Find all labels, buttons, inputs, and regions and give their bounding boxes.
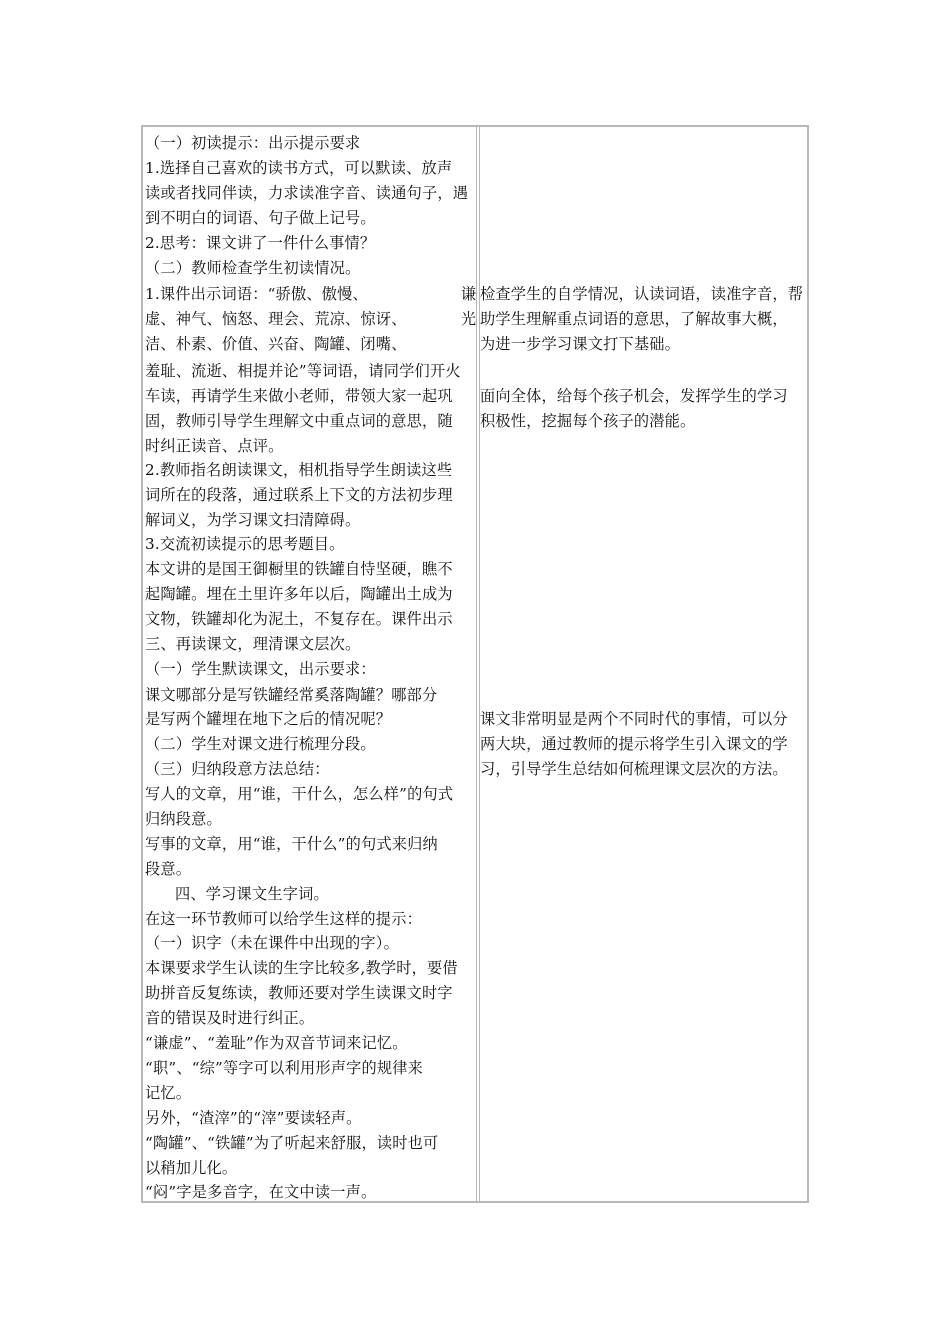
text-line: 2.教师指名朗读课文，相机指导学生朗读这些 xyxy=(145,461,453,479)
design-intent-column xyxy=(480,127,807,1201)
text-line: 记忆。 xyxy=(145,1084,192,1102)
text-line: 助拼音反复练读，教师还要对学生读课文时字 xyxy=(145,984,453,1002)
text-line: 三、再读课文，理清课文层次。 xyxy=(145,635,361,653)
text-line: 写人的文章，用“谁，干什么，怎么样”的句式 xyxy=(145,785,454,803)
text-line: 虚、神气、恼怒、理会、荒凉、惊讶、 xyxy=(145,310,407,328)
text-line: 归纳段意。 xyxy=(145,810,222,828)
text-line: 词所在的段落，通过联系上下文的方法初步理 xyxy=(145,486,453,504)
text-line: “职”、“综”等字可以利用形声字的规律来 xyxy=(145,1059,424,1077)
text-line: 在这一环节教师可以给学生这样的提示： xyxy=(145,910,422,928)
text-line: 本文讲的是国王御橱里的铁罐自恃坚硬，瞧不 xyxy=(145,560,453,578)
note-line: 为进一步学习课文打下基础。 xyxy=(480,335,681,353)
lesson-plan-table xyxy=(141,125,809,1203)
teaching-process-column xyxy=(143,127,477,1201)
note-line: 助学生理解重点词语的意思，了解故事大概， xyxy=(480,310,788,328)
note-line: 习，引导学生总结如何梳理课文层次的方法。 xyxy=(480,760,788,778)
text-line: 是写两个罐埋在地下之后的情况呢？ xyxy=(145,710,392,728)
text-line: （一）识字（未在课件中出现的字）。 xyxy=(145,934,399,952)
text-line: （一）学生默读课文，出示要求： xyxy=(145,660,376,678)
text-line: 以稍加儿化。 xyxy=(145,1159,238,1177)
text-line: 车读，再请学生来做小老师，带领大家一起巩 xyxy=(145,387,453,405)
text-line: 写事的文章，用“谁，干什么”的句式来归纳 xyxy=(145,835,438,853)
text-line: 读或者找同伴读，力求读准字音、读通句子，遇 xyxy=(145,184,469,202)
text-line: 本课要求学生认读的生字比较多,教学时，要借 xyxy=(145,959,458,977)
text-line: （二）教师检查学生初读情况。 xyxy=(145,259,361,277)
text-line: 文物，铁罐却化为泥土，不复存在。课件出示 xyxy=(145,610,453,628)
text-line: 洁、朴素、价值、兴奋、陶罐、闭嘴、 xyxy=(145,335,407,353)
text-fragment: 光 xyxy=(460,310,476,328)
note-line: 检查学生的自学情况，认读词语，读准字音，帮 xyxy=(480,285,804,303)
text-line: （三）归纳段意方法总结： xyxy=(145,760,330,778)
text-line: 另外，“渣滓”的“滓”要读轻声。 xyxy=(145,1109,362,1127)
text-line: “闷”字是多音字，在文中读一声。 xyxy=(145,1183,377,1201)
text-line: 音的错误及时进行纠正。 xyxy=(145,1009,315,1027)
text-line: 1.选择自己喜欢的读书方式，可以默读、放声 xyxy=(145,159,453,177)
note-line: 面向全体，给每个孩子机会，发挥学生的学习 xyxy=(480,387,788,405)
text-line: 羞耻、流逝、相提并论”等词语，请同学们开火 xyxy=(145,362,461,380)
text-line: 课文哪部分是写铁罐经常奚落陶罐？哪部分 xyxy=(145,686,438,704)
text-line: （二）学生对课文进行梳理分段。 xyxy=(145,735,376,753)
text-line: “谦虚”、“羞耻”作为双音节词来记忆。 xyxy=(145,1034,408,1052)
text-line: 起陶罐。埋在土里许多年以后，陶罐出土成为 xyxy=(145,585,453,603)
note-line: 课文非常明显是两个不同时代的事情，可以分 xyxy=(480,710,788,728)
text-line: （一）初读提示：出示提示要求 xyxy=(145,134,361,152)
text-fragment: 谦 xyxy=(460,285,476,303)
text-line: 2.思考：课文讲了一件什么事情？ xyxy=(145,234,376,252)
text-line: 解词义，为学习课文扫清障碍。 xyxy=(145,511,361,529)
note-line: 积极性，挖掘每个孩子的潜能。 xyxy=(480,412,696,430)
note-line: 两大块，通过教师的提示将学生引入课文的学 xyxy=(480,735,788,753)
text-line: 四、学习课文生字词。 xyxy=(175,885,329,903)
text-line: 段意。 xyxy=(145,860,192,878)
text-line: “陶罐”、“铁罐”为了听起来舒服，读时也可 xyxy=(145,1134,439,1152)
text-line: 到不明白的词语、句子做上记号。 xyxy=(145,209,376,227)
text-line: 1.课件出示词语：“骄傲、傲慢、 xyxy=(145,285,368,303)
text-line: 时纠正读音、点评。 xyxy=(145,437,284,455)
text-line: 固，教师引导学生理解文中重点词的意思，随 xyxy=(145,412,453,430)
text-line: 3.交流初读提示的思考题目。 xyxy=(145,535,345,553)
